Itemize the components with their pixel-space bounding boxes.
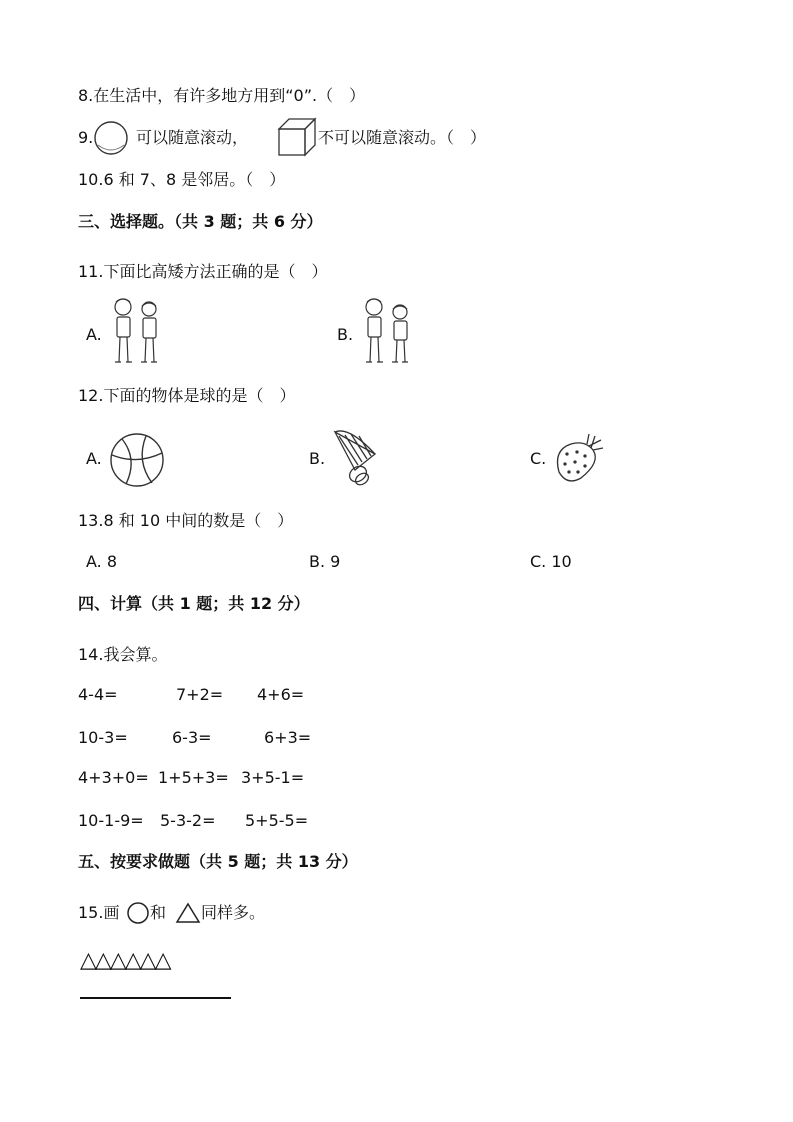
calc-r2-c3: 6+3=	[264, 728, 312, 747]
question-9-text-2: 不可以随意滚动。（ ）	[318, 128, 487, 147]
question-9-text-1: 可以随意滚动，	[136, 128, 249, 147]
cube-icon	[277, 117, 317, 157]
calc-r4-c2: 5-3-2=	[160, 811, 216, 830]
option-12-a-label: A.	[86, 449, 102, 468]
option-12-b-label: B.	[309, 449, 326, 468]
question-10: 10.6 和 7、8 是邻居。（ ）	[78, 170, 286, 189]
section-5-heading: 五、按要求做题（共 5 题；共 13 分）	[78, 852, 358, 871]
triangle-row: △△△△△△	[80, 948, 170, 973]
option-12-c-label: C.	[530, 449, 547, 468]
question-12: 12.下面的物体是球的是（ ）	[78, 386, 296, 405]
basketball-icon	[108, 431, 166, 489]
answer-line	[80, 997, 231, 999]
calc-r3-c1: 4+3+0=	[78, 768, 149, 787]
two-children-back-to-back-figure-a	[106, 296, 166, 368]
calc-r1-c3: 4+6=	[257, 685, 305, 704]
question-15-suffix: 同样多。	[201, 903, 266, 922]
calc-r3-c3: 3+5-1=	[241, 768, 305, 787]
option-13-c: C. 10	[530, 552, 572, 571]
shuttlecock-icon	[329, 424, 391, 492]
triangle-icon	[175, 901, 201, 925]
calc-r2-c1: 10-3=	[78, 728, 128, 747]
calc-r1-c1: 4-4=	[78, 685, 118, 704]
question-11: 11.下面比高矮方法正确的是（ ）	[78, 262, 328, 281]
circle-icon	[92, 119, 130, 157]
question-9-number: 9.	[78, 128, 94, 147]
question-15-prefix: 15.画	[78, 903, 120, 922]
strawberry-icon	[551, 430, 607, 488]
section-4-heading: 四、计算（共 1 题；共 12 分）	[78, 594, 310, 613]
calc-r4-c1: 10-1-9=	[78, 811, 144, 830]
circle-icon	[126, 901, 150, 925]
question-13: 13.8 和 10 中间的数是（ ）	[78, 511, 294, 530]
option-13-a: A. 8	[86, 552, 118, 571]
calc-r3-c2: 1+5+3=	[158, 768, 229, 787]
calc-r4-c3: 5+5-5=	[245, 811, 309, 830]
question-14: 14.我会算。	[78, 645, 168, 664]
question-15-mid: 和	[150, 903, 167, 922]
option-11-b-label: B.	[337, 325, 354, 344]
calc-r2-c2: 6-3=	[172, 728, 212, 747]
option-11-a-label: A.	[86, 325, 102, 344]
section-3-heading: 三、选择题。（共 3 题；共 6 分）	[78, 212, 323, 231]
two-children-back-to-back-figure-b	[357, 296, 417, 368]
calc-r1-c2: 7+2=	[176, 685, 224, 704]
question-8: 8.在生活中，有许多地方用到“0”.（ ）	[78, 86, 366, 105]
option-13-b: B. 9	[309, 552, 341, 571]
